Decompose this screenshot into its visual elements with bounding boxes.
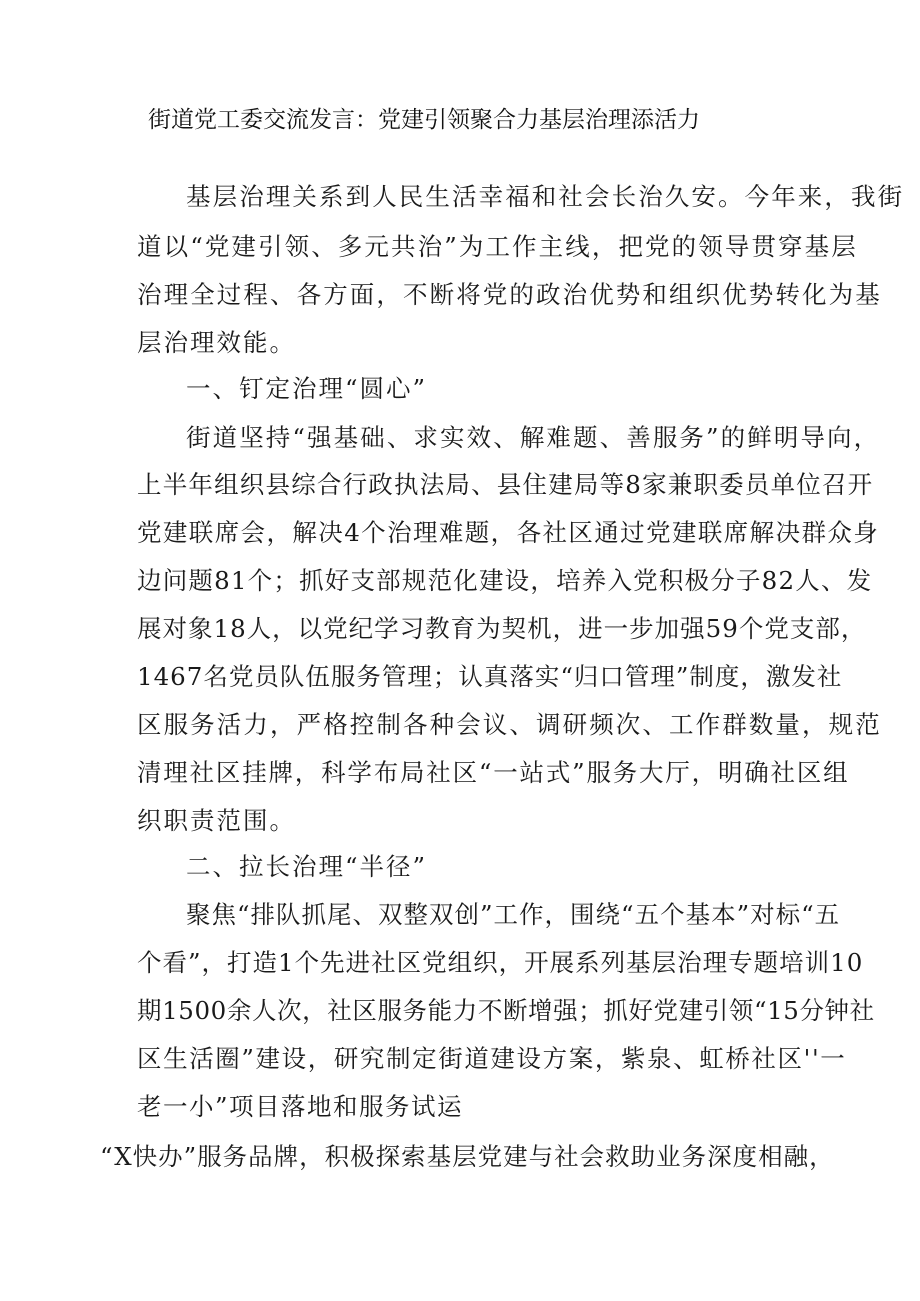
intro-line: 道以“党建引领、多元共治”为工作主线，把党的领导贯穿基层 <box>137 232 858 261</box>
section1-line: 1467名党员队伍服务管理；认真落实“归口管理”制度，激发社 <box>137 662 843 691</box>
section1-line: 党建联席会，解决4个治理难题，各社区通过党建联席解决群众身 <box>137 518 880 547</box>
section2-line: 区生活圈”建设，研究制定街道建设方案，紫泉、虹桥社区''一 <box>137 1044 847 1073</box>
section1-line: 上半年组织县综合行政执法局、县住建局等8家兼职委员单位召开 <box>137 470 874 499</box>
section1-line: 织职责范围。 <box>137 806 296 835</box>
intro-line: 治理全过程、各方面，不断将党的政治优势和组织优势转化为基 <box>137 280 882 309</box>
section2-line: “X快办”服务品牌，积极探索基层党建与社会救助业务深度相融， <box>100 1142 835 1171</box>
section1-line: 边问题81个；抓好支部规范化建设，培养入党积极分子82人、发 <box>137 566 873 595</box>
document-title: 街道党工委交流发言：党建引领聚合力基层治理添活力 <box>148 107 700 133</box>
section1-line: 区服务活力，严格控制各种会议、调研频次、工作群数量，规范 <box>137 710 882 739</box>
section2-line: 期1500余人次，社区服务能力不断增强；抓好党建引领“15分钟社 <box>137 996 875 1025</box>
section1-line: 清理社区挂牌，科学布局社区“一站式”服务大厅，明确社区组 <box>137 758 850 787</box>
section2-line: 聚焦“排队抓尾、双整双创”工作，围绕“五个基本”对标“五 <box>186 900 841 929</box>
intro-line: 基层治理关系到人民生活幸福和社会长治久安。今年来，我街 <box>186 182 905 211</box>
intro-line: 层治理效能。 <box>137 328 296 357</box>
section1-line: 街道坚持“强基础、求实效、解难题、善服务”的鲜明导向， <box>186 423 881 452</box>
section2-line: 个看”，打造1个先进社区党组织，开展系列基层治理专题培训10 <box>137 948 864 977</box>
section2-line: 老一小”项目落地和服务试运 <box>137 1092 464 1121</box>
section1-line: 展对象18人，以党纪学习教育为契机，进一步加强59个党支部， <box>137 614 867 643</box>
section-heading: 一、钉定治理“圆心” <box>186 374 428 403</box>
section-heading: 二、拉长治理“半径” <box>186 852 428 881</box>
